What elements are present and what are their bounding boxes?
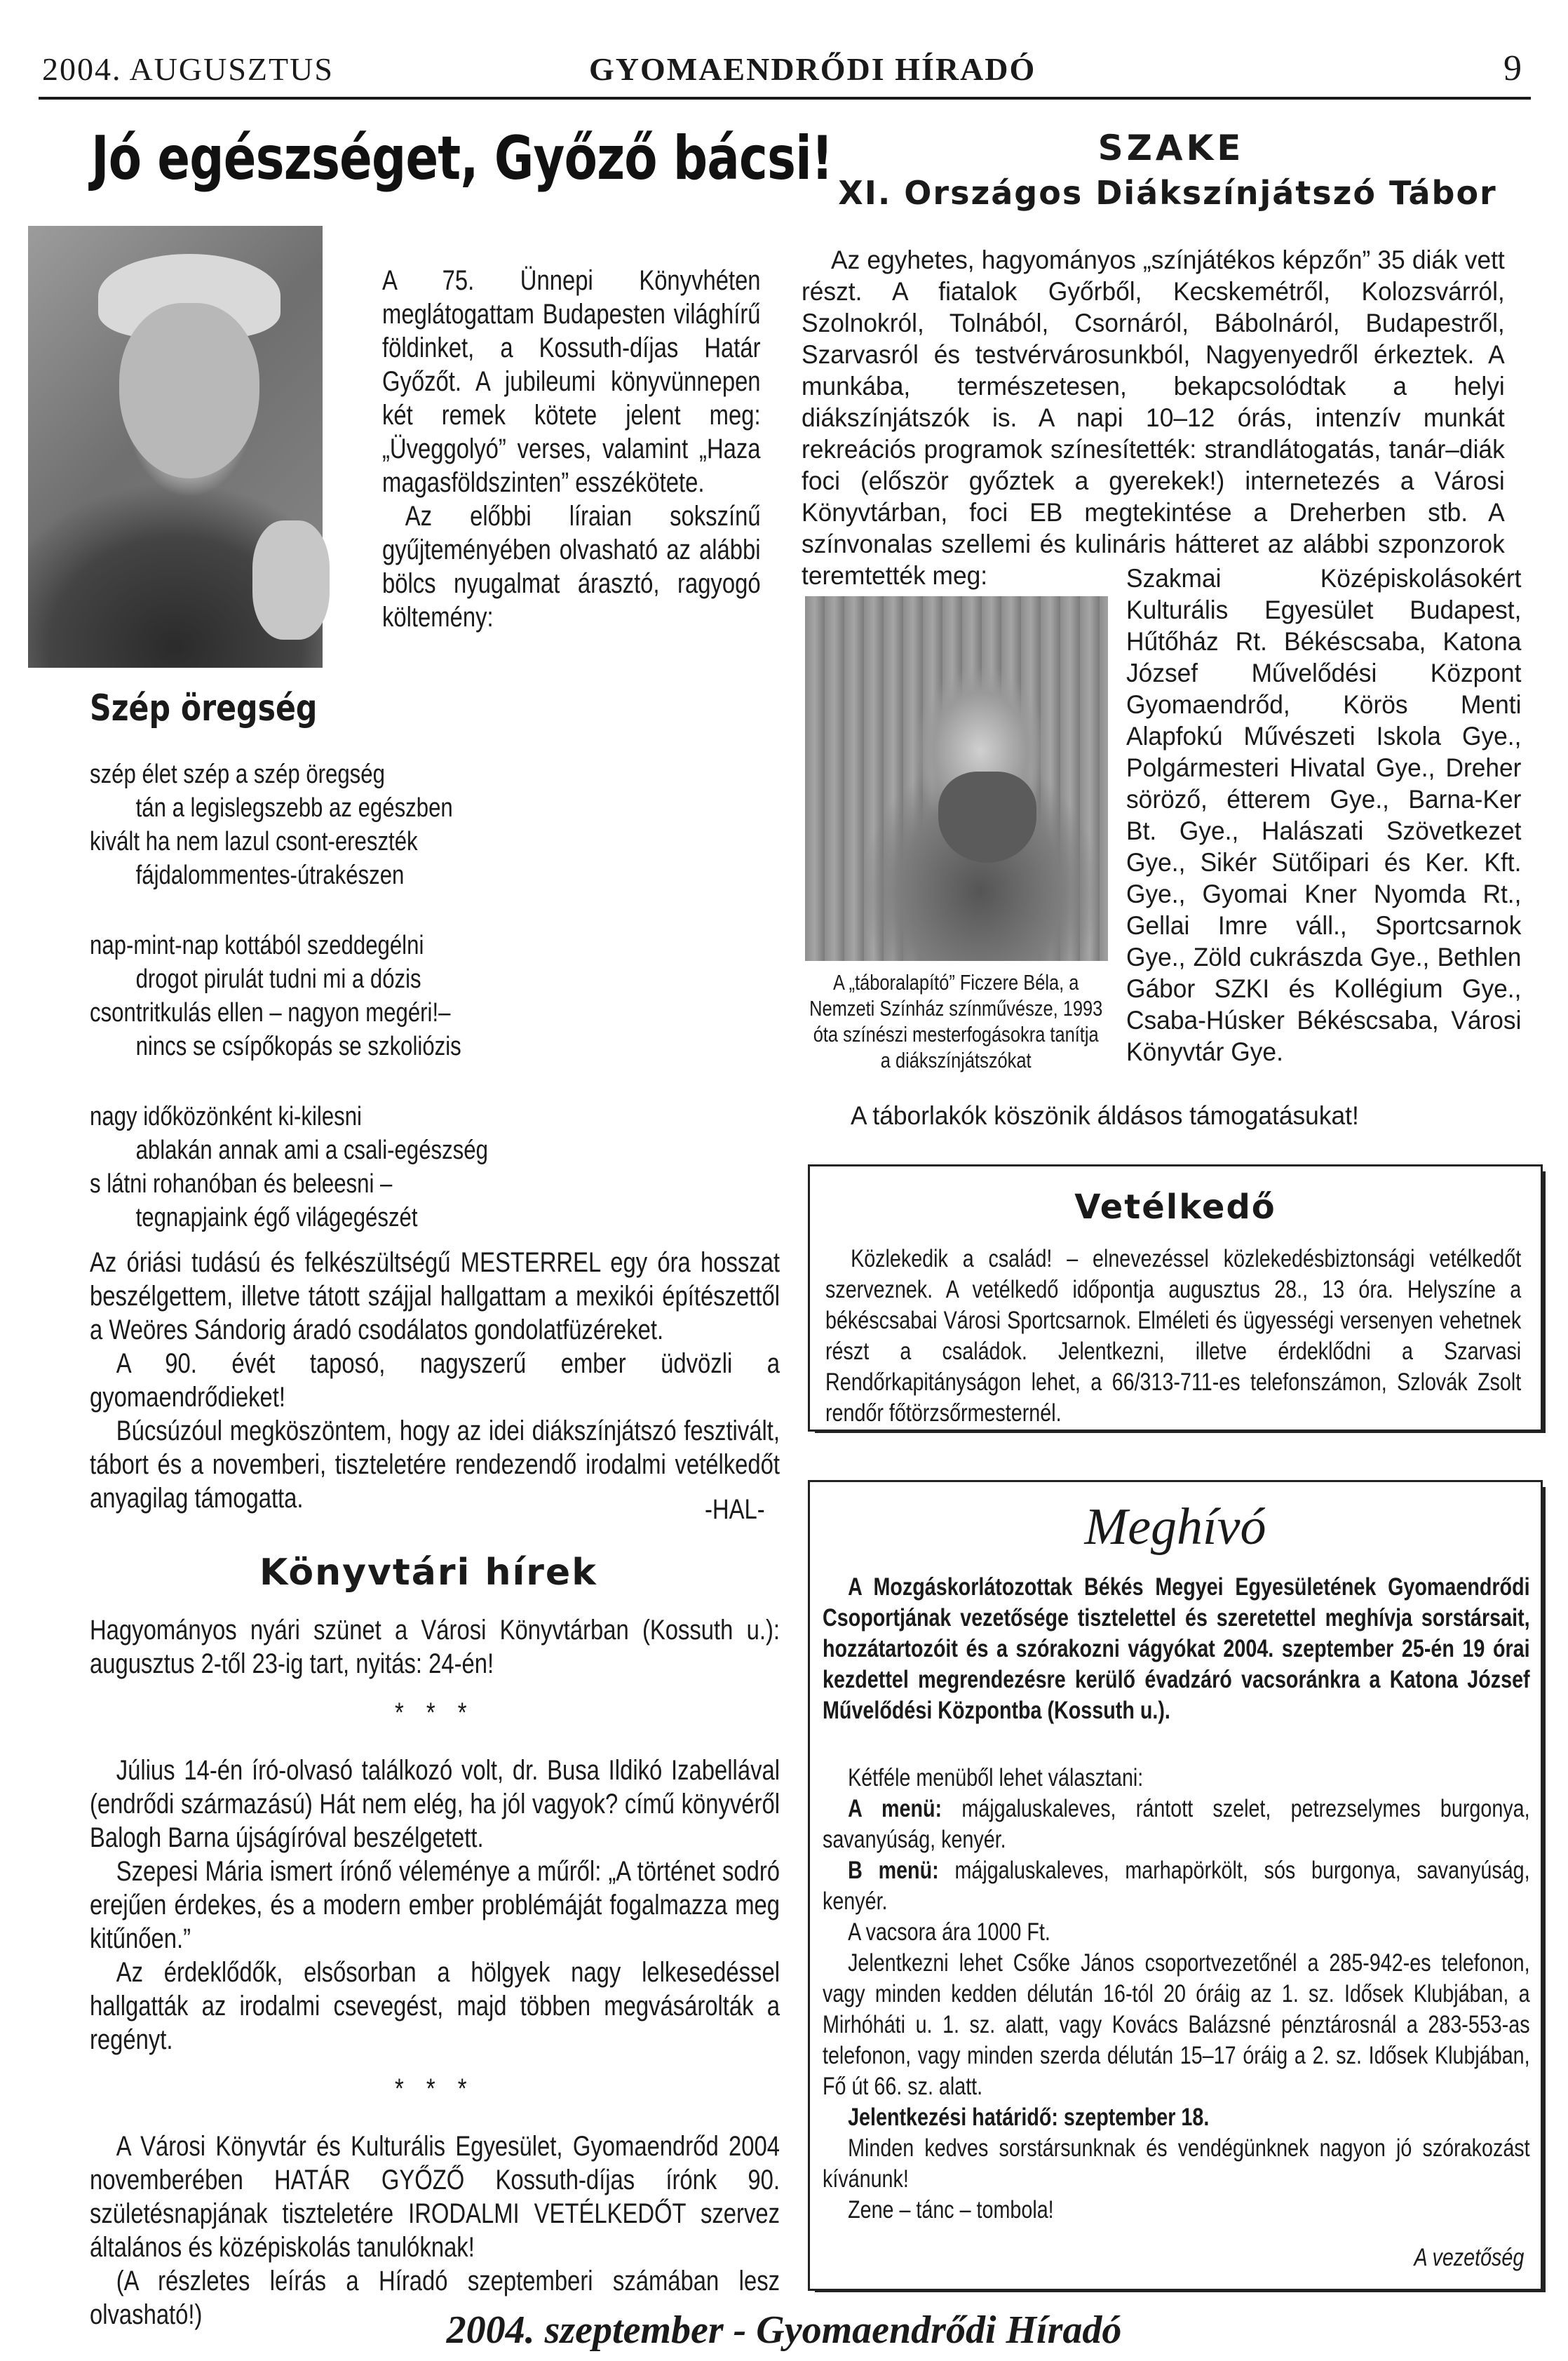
photo-face-shape [119,303,259,478]
running-header [42,48,1529,97]
invitation-lead [823,1572,1530,1726]
poem-title: Szép öregség [90,687,318,729]
library-paragraph: (A részletes leírás a Híradó szeptemberi számában lesz olvasható!) [90,2266,780,2330]
deadline-line [823,2102,1530,2133]
portrait-photo [28,226,323,668]
poem-line: ablakán annak ami a csali-egészség [135,1136,488,1165]
welcome-line: Minden kedves sorstársunknak és vendégünknek nagyon jó szórakozást kívánunk! [823,2134,1530,2193]
menu-b [823,1855,1530,1917]
sponsor-list: Szakmai Középiskolásokért Kulturális Egyesület Budapest, Hűtőház Rt. Békéscsaba, Katona József Művelődési Központ Gyomaendrőd, Körös Menti Alapfokú Művészeti Iskola Gye., Polgármesteri Hivatal Gye., Dreher söröző, étterem Gye., Barna-Ker Bt. Gye., Halászati Szövetkezet Gye., Sikér Sütőipari és Ker. Kft. Gye., Gyomai Kner Nyomda Rt., Gellai Imre váll., Sportcsarnok Gye., Zöld cukrászda Gye., Bethlen Gábor SZKI és Kollégium Gye., Csaba-Húsker Békéscsaba, Városi Könyvtár Gye. [1126,564,1522,1066]
article-closing [90,1246,780,1515]
thanks-line: A táborlakók köszönik áldásos támogatásukat! [851,1101,1359,1130]
closing-paragraph: A 90. évét taposó, nagyszerű ember üdvözli a gyomaendrődieket! [90,1348,780,1413]
poem-line: tán a legislegszebb az egészben [135,793,453,823]
price-line: A vacsora ára 1000 Ft. [848,1918,1050,1946]
photo-caption: A „táboralapító” Ficzere Béla, a Nemzeti Színház színművésze, 1993 óta színészi mesterfogásokra tanítja a diákszínjátszókat [809,970,1103,1072]
poem-line: szép élet szép a szép öregség [90,760,385,789]
poem-stanza [90,1100,607,1235]
deadline-text: Jelentkezési határidő: szeptember 18. [848,2104,1210,2131]
szake-subtitle: XI. Országos Diákszínjátszó Tábor [838,174,1497,212]
article-intro [382,264,761,634]
section-separator: * * * [395,1697,475,1728]
quiz-box [808,1164,1543,1432]
poem-line: drogot pirulát tudni mi a dózis [135,964,421,994]
library-paragraph: Hagyományos nyári szünet a Városi Könyvtárban (Kossuth u.): augusztus 2-től 23-ig tart, nyitás: 24-én! [90,1615,780,1679]
intro-paragraph: A 75. Ünnepi Könyvhéten meglátogattam Budapesten világhírű földinket, a Kossuth-díjas Határ Győzőt. A jubileumi könyvünnepen két remek kötete jelent meg: „Üveggolyó” verses, valamint „Haza magasföldszinten” esszékötete. [382,265,761,498]
header-rule [39,97,1531,100]
invitation-signature: A vezetőség [1414,2244,1524,2271]
library-paragraph: Július 14-én író-olvasó találkozó volt, dr. Busa Ildikó Izabellával (endrődi származású) Hát nem elég, ha jól vagyok? című könyvéről Balogh Barna újságíróval beszélgetett. [90,1755,780,1853]
invitation-box [808,1480,1543,2291]
entertainment-line: Zene – tánc – tombola! [848,2196,1054,2224]
closing-paragraph: Az óriási tudású és felkészültségű MESTERREL egy óra hosszat beszélgettem, illetve tátott szájjal hallgattam a mexikói építészettől a Weöres Sándorig áradó csodálatos gondolatfüzéreket. [90,1247,780,1345]
publication-name: GYOMAENDRŐDI HÍRADÓ [589,51,1036,87]
closing-paragraph: Búcsúzóul megköszöntem, hogy az idei diákszínjátszó fesztivált, tábort és a novemberi, tiszteletére rendezendő irodalmi vetélkedőt anyagilag támogatta. [90,1415,780,1514]
library-paragraph: Szepesi Mária ismert írónő véleménye a műről: „A történet sodró erejűen érdekes, és a modern ember problémáját fogalmazza meg kitűnően.” [90,1856,780,1954]
page-number: 9 [1503,48,1523,88]
author-signature: -HAL- [705,1494,765,1525]
poem-stanza [90,929,607,1063]
application-info: Jelentkezni lehet Csőke János csoportvezetőnél a 285-942-es telefonon, vagy minden kedden délután 16-tól 20 óráig az 1. sz. Idősek Klubjában, a Mirhóháti u. 1. sz. alatt, vagy Kovács Balázsné pénztárosnál a 283-553-as telefonon, vagy minden szerda délután 15–17 óráig a 2. sz. Idősek Klubjában, Fő út 66. sz. alatt. [823,1949,1530,2100]
library-news [90,1613,780,2332]
intro-paragraph: Az előbbi líraian sokszínű gyűjteményében olvasható az alábbi bölcs nyugalmat árasztó, ragyogó költemény: [382,501,761,633]
menu-a-text: májgaluskaleves, rántott szelet, petrezselymes burgonya, savanyúság, kenyér. [823,1795,1530,1853]
poem-line: tegnapjaink égő világegészét [135,1203,418,1232]
menu-intro: Kétféle menüből lehet választani: [848,1764,1144,1791]
menu-a-label: A menü: [848,1795,942,1822]
section-separator: * * * [395,2073,475,2104]
poem-line: csontritkulás ellen – nagyon megéri!– [90,998,451,1028]
photo-flower-shape [252,520,330,640]
menu-b-label: B menü: [848,1857,939,1884]
poem-line: nincs se csípőkopás se szkoliózis [135,1032,461,1061]
menu-b-text: májgaluskaleves, marhapörkölt, sós burgonya, savanyúság, kenyér. [823,1857,1530,1915]
menu-a [823,1794,1530,1855]
szake-title: SZAKE [1097,128,1245,168]
poem-line: nagy időközönként ki-kilesni [90,1102,362,1131]
quiz-body [825,1244,1521,1429]
invitation-body [823,1763,1530,2226]
photo-beard-shape [938,772,1036,863]
article-title: Jó egészséget, Győző bácsi! [91,123,833,194]
invitation-title: Meghívó [1084,1498,1266,1556]
quiz-paragraph: Közlekedik a család! – elnevezéssel közlekedésbiztonsági vetélkedőt szerveznek. A vetélkedő időpontja augusztus 28., 13 óra. Helyszíne a békéscsabai Városi Sportcsarnok. Elméleti és ügyességi versenyen vehetnek részt a családok. Jelentkezni, illetve érdeklődni a Szarvasi Rendőrkapitányságon lehet, a 66/313-711-es telefonszámon, Szlovák Zsolt rendőr főtörzsőrmesternél. [825,1245,1522,1427]
poem-line: nap-mint-nap kottából szeddegélni [90,931,424,960]
poem [90,758,607,1271]
poem-line: kivált ha nem lazul csont-ereszték [90,827,418,856]
director-photo [805,596,1108,961]
poem-line: s látni rohanóban és beleesni – [90,1169,393,1199]
page-footer: 2004. szeptember - Gyomaendrődi Híradó [446,2308,1122,2352]
szake-body [802,244,1505,591]
issue-date: 2004. AUGUSZTUS [42,51,334,87]
library-paragraph: Az érdeklődők, elsősorban a hölgyek nagy lelkesedéssel hallgatták az irodalmi csevegést, majd többen megvásárolták a regényt. [90,1957,780,2055]
poem-line: fájdalommentes-útrakészen [135,861,405,890]
library-news-title: Könyvtári hírek [259,1552,597,1594]
poem-stanza [90,758,607,892]
invitation-lead-paragraph: A Mozgáskorlátozottak Békés Megyei Egyesületének Gyomaendrődi Csoportjának vezetősége tisztelettel és szeretettel meghívja sorstársait, hozzátartozóit és a szórakozni vágyókat 2004. szeptember 25-én 19 órai kezdettel megrendezésre kerülő évadzáró vacsoránkra a Katona József Művelődési Központba (Kossuth u.). [823,1573,1530,1724]
szake-paragraph: Az egyhetes, hagyományos „színjátékos képzőn” 35 diák vett részt. A fiatalok Győrből, Kecskemétről, Kolozsvárról, Szolnokról, Tolnából, Csornáról, Bábolnáról, Budapestről, Szarvasról és testvérvárosunkból, Nagyenyedről érkeztek. A munkába, természetesen, bekapcsolódtak a helyi diákszínjátszók is. A napi 10–12 órás, intenzív munkát rekreációs programok színesítették: strandlátogatás, tanár–diák foci (először győztek a gyerekek!) internetezés a Városi Könyvtárban, foci EB megtekintése a Dreherben stb. A színvonalas szellemi és kulináris hátteret az alábbi szponzorok teremtették meg: [802,245,1505,590]
quiz-title: Vetélkedő [1074,1188,1276,1227]
library-paragraph: A Városi Könyvtár és Kulturális Egyesület, Gyomaendrőd 2004 novemberében HATÁR GYŐZŐ Kossuth-díjas írónk 90. születésnapjának tiszteletére IRODALMI VETÉLKEDŐT szervez általános és középiskolás tanulóknak! [90,2131,780,2263]
